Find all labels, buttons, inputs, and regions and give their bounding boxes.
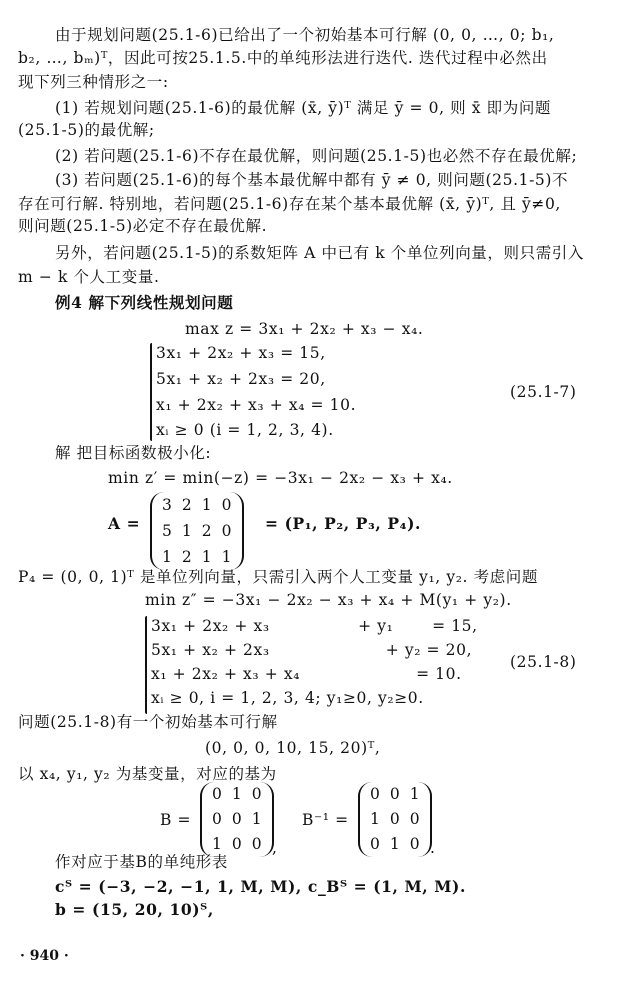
text-line: 问题(25.1-8)有一个初始基本可行解 (18, 713, 278, 731)
text-line: b₂, …, bₘ)ᵀ，因此可按25.1.5.中的单纯形法进行迭代. 迭代过程中必然出 (18, 49, 548, 67)
objective-min: min z′ = min(−z) = −3x₁ − 2x₂ − x₃ + x₄. (108, 469, 453, 487)
matrix-cell: 0 (409, 810, 420, 828)
rhs-vector: b = (15, 20, 10)ᵀ, (55, 900, 214, 919)
constraint: x₁ + 2x₂ + x₃ + x₄ = 10. (151, 665, 462, 683)
constraint: 3x₁ + 2x₂ + x₃ + y₁ = 15, (151, 617, 478, 635)
matrix-cell: 0 (370, 785, 380, 803)
text-line: 现下列三种情形之一: (18, 73, 169, 91)
matrix-cell: 1 (231, 785, 242, 803)
matrix-cell: 0 (409, 835, 420, 853)
matrix-cell: 1 (212, 835, 222, 853)
equation-number: (25.1-8) (510, 653, 577, 671)
matrix-cell: 1 (389, 835, 400, 853)
text-line: m − k 个人工变量. (18, 268, 160, 286)
text-line: 由于规划问题(25.1-6)已给出了一个初始基本可行解 (0, 0, …, 0; b₁, (55, 26, 555, 44)
matrix-cell: 0 (389, 785, 400, 803)
matrix-cell: 0 (221, 496, 232, 514)
constraint: 5x₁ + x₂ + 2x₃ + y₂ = 20, (151, 641, 473, 659)
matrix-cell: 1 (221, 548, 232, 566)
matrix-cell: 5 (162, 522, 172, 540)
matrix-b (200, 782, 274, 857)
matrix-cell: 0 (231, 835, 242, 853)
matrix-cell: 0 (370, 835, 380, 853)
brace-system-7 (150, 343, 152, 441)
text-line: (25.1-5)的最优解; (18, 121, 155, 139)
matrix-cell: 0 (221, 522, 232, 540)
objective-min-artificial: min z″ = −3x₁ − 2x₂ − x₃ + x₄ + M(y₁ + y₂). (145, 591, 512, 609)
objective-max: max z = 3x₁ + 2x₂ + x₃ − x₄. (185, 320, 424, 338)
matrix-cell: 0 (251, 835, 262, 853)
text-line: 以 x₄, y₁, y₂ 为基变量，对应的基为 (18, 765, 277, 783)
text-line: 则问题(25.1-5)必定不存在最优解. (18, 217, 268, 235)
matrix-columns: = (P₁, P₂, P₃, P₄). (265, 514, 422, 533)
matrix-label: B = (160, 811, 192, 829)
text-line: (2) 若问题(25.1-6)不存在最优解，则问题(25.1-5)也必然不存在最优解; (55, 147, 578, 165)
initial-solution: (0, 0, 0, 10, 15, 20)ᵀ, (205, 739, 381, 757)
punctuation: . (430, 839, 436, 857)
matrix-a (150, 492, 244, 570)
brace-system-8 (145, 616, 147, 714)
constraint: 3x₁ + 2x₂ + x₃ = 15, (156, 344, 326, 362)
text-line: P₄ = (0, 0, 1)ᵀ 是单位列向量，只需引入两个人工变量 y₁, y₂. 考虑问题 (18, 568, 538, 586)
constraint: xᵢ ≥ 0, i = 1, 2, 3, 4; y₁≥0, y₂≥0. (151, 689, 424, 707)
matrix-cell: 0 (212, 785, 222, 803)
matrix-b-inverse (358, 782, 432, 857)
page-number: · 940 · (20, 948, 69, 964)
matrix-cell: 3 (162, 496, 172, 514)
matrix-cell: 0 (212, 810, 222, 828)
matrix-cell: 1 (201, 548, 212, 566)
text-line: 存在可行解. 特别地，若问题(25.1-6)存在某个基本最优解 (x̄, ȳ)ᵀ, 且 ȳ≠0, (18, 195, 561, 213)
matrix-label: A = (108, 514, 141, 533)
example-heading: 例4 解下列线性规划问题 (55, 293, 234, 312)
matrix-cell: 1 (181, 522, 192, 540)
matrix-cell: 1 (370, 810, 380, 828)
text-line: 另外，若问题(25.1-5)的系数矩阵 A 中已有 k 个单位列向量，则只需引入 (55, 244, 585, 262)
matrix-cell: 0 (231, 810, 242, 828)
matrix-cell: 1 (201, 496, 212, 514)
matrix-label: B⁻¹ = (302, 811, 349, 829)
constraint: 5x₁ + x₂ + 2x₃ = 20, (156, 370, 326, 388)
matrix-cell: 2 (181, 548, 192, 566)
matrix-cell: 1 (409, 785, 420, 803)
matrix-cell: 2 (181, 496, 192, 514)
cost-vector: cᵀ = (−3, −2, −1, 1, M, M), c_Bᵀ = (1, M, M). (55, 877, 466, 896)
constraint: x₁ + 2x₂ + x₃ + x₄ = 10. (156, 396, 357, 414)
text-line: (3) 若问题(25.1-6)的每个基本最优解中都有 ȳ ≠ 0, 则问题(25.1-5)不 (55, 171, 569, 189)
matrix-cell: 0 (389, 810, 400, 828)
equation-number: (25.1-7) (510, 383, 577, 401)
matrix-cell: 2 (201, 522, 212, 540)
matrix-cell: 1 (251, 810, 262, 828)
matrix-cell: 1 (162, 548, 172, 566)
solution-heading: 解 把目标函数极小化: (55, 444, 212, 462)
text-line: 作对应于基B的单纯形表 (55, 853, 228, 871)
punctuation: , (272, 839, 278, 857)
text-line: (1) 若规划问题(25.1-6)的最优解 (x̄, ȳ)ᵀ 满足 ȳ = 0, 则 x̄ 即为问题 (55, 99, 552, 117)
constraint: xᵢ ≥ 0 (i = 1, 2, 3, 4). (156, 421, 334, 439)
matrix-cell: 0 (251, 785, 262, 803)
